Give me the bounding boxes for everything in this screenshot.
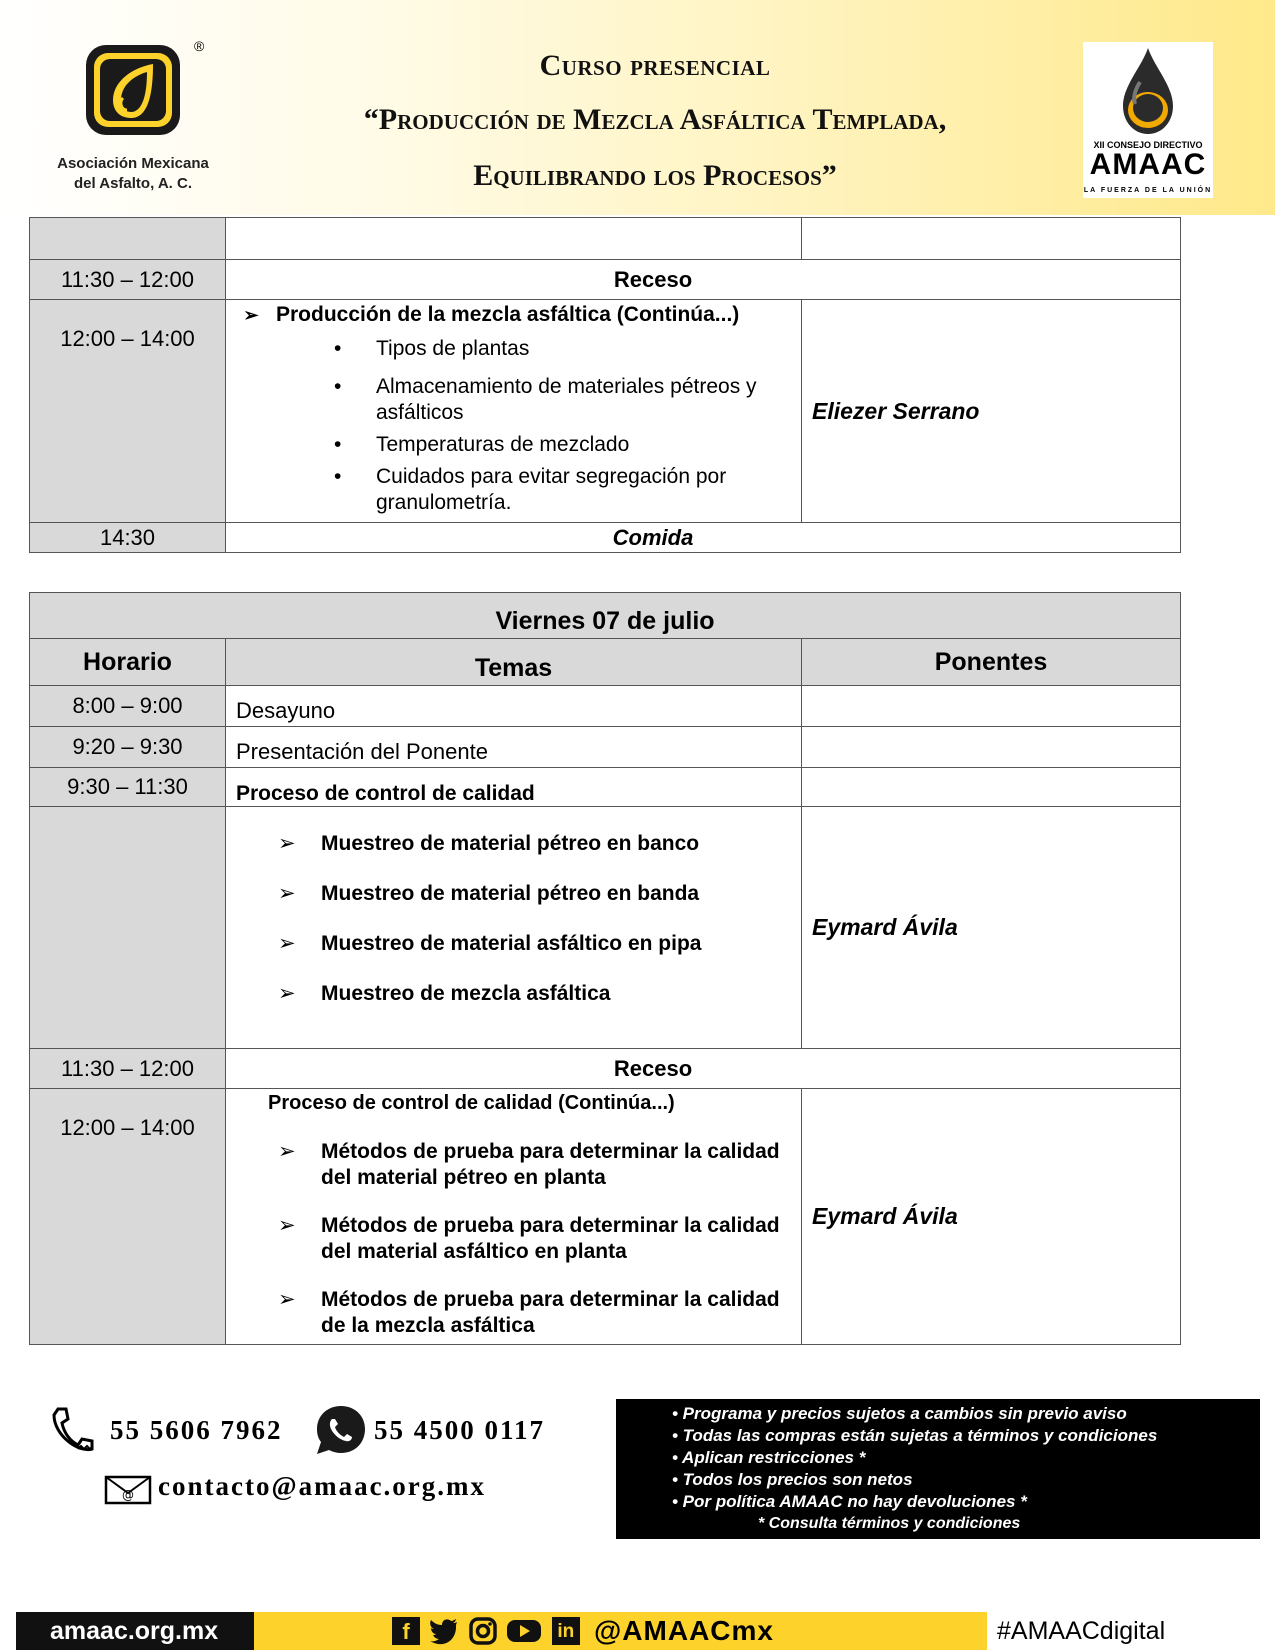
schedule-table-friday	[29, 592, 1181, 1345]
topic-cell	[226, 218, 802, 260]
time-cell	[30, 218, 226, 260]
list-item	[226, 1139, 801, 1191]
hashtag: #AMAACdigital	[987, 1612, 1259, 1650]
course-title	[260, 40, 1050, 204]
title-line1: Curso presencial	[539, 49, 771, 82]
list-item	[226, 1213, 801, 1265]
table-row	[30, 523, 1181, 553]
time-cell	[30, 807, 226, 1049]
table-row	[30, 768, 1181, 807]
list-item-text: Métodos de prueba para determinar la calidad de la mezcla asfáltica	[321, 1288, 780, 1337]
list-item	[226, 931, 801, 957]
time-cell: 8:00 – 9:00	[30, 686, 226, 727]
amaac-logo-left	[28, 38, 238, 198]
list-item-text: Muestreo de mezcla asfáltica	[321, 982, 611, 1005]
speaker-cell: Eymard Ávila	[802, 1089, 1181, 1345]
terms-note: • Por política AMAAC no hay devoluciones *	[672, 1492, 1027, 1511]
arrow-bullet-icon: ➢	[278, 1288, 296, 1311]
social-handle[interactable]: @AMAACmx	[594, 1615, 774, 1646]
time-cell: 11:30 – 12:00	[30, 1049, 226, 1089]
time-cell: 14:30	[30, 523, 226, 553]
list-item-text: Muestreo de material pétreo en banda	[321, 882, 700, 905]
email-link[interactable]: contacto@amaac.org.mx	[158, 1471, 487, 1501]
website-link[interactable]: amaac.org.mx	[16, 1612, 254, 1650]
column-header-row	[30, 639, 1181, 686]
org-name-line1: Asociación Mexicana	[57, 155, 209, 172]
table-row	[30, 807, 1181, 1049]
social-bar	[254, 1612, 987, 1650]
list-item	[226, 981, 801, 1007]
topic-cell	[226, 807, 802, 1049]
table-row	[30, 260, 1181, 300]
envelope-icon	[104, 1475, 152, 1505]
time-cell: 12:00 – 14:00	[30, 300, 226, 523]
page-header	[0, 0, 1275, 215]
org-name	[28, 154, 238, 194]
speaker-cell	[802, 218, 1181, 260]
list-item: • Temperaturas de mezclado	[226, 432, 801, 458]
lunch-cell: Comida	[226, 523, 1181, 553]
speaker-cell: Eliezer Serrano	[802, 300, 1181, 523]
svg-text:@: @	[122, 1488, 134, 1502]
bullet-list	[226, 336, 801, 516]
oil-drop-icon	[1115, 46, 1181, 138]
list-item	[226, 831, 801, 857]
phone-icon	[48, 1405, 100, 1455]
linkedin-icon[interactable]: in	[552, 1617, 580, 1645]
consejo-directivo-logo	[1083, 42, 1213, 198]
facebook-icon[interactable]: f	[392, 1617, 420, 1645]
speaker-cell	[802, 686, 1181, 727]
table-row	[30, 686, 1181, 727]
time-cell: 9:30 – 11:30	[30, 768, 226, 807]
right-logo-slogan: LA FUERZA DE LA UNIÓN	[1083, 187, 1213, 194]
phone-number[interactable]: 55 5606 7962	[110, 1415, 283, 1445]
list-item-text: Muestreo de material asfáltico en pipa	[321, 932, 702, 955]
arrow-bullet-icon: ➢	[278, 882, 296, 905]
arrow-bullet-icon: ➢	[243, 305, 259, 325]
arrow-bullet-icon: ➢	[278, 1214, 296, 1237]
right-logo-caption: XII CONSEJO DIRECTIVO	[1093, 140, 1203, 150]
time-cell: 12:00 – 14:00	[30, 1089, 226, 1345]
table-row	[30, 218, 1181, 260]
registered-mark-icon: ®	[194, 38, 205, 54]
title-line2: “Producción de Mezcla Asfáltica Templada,	[363, 103, 947, 136]
speaker-cell	[802, 768, 1181, 807]
recess-cell: Receso	[226, 260, 1181, 300]
header-temas: Temas	[226, 639, 802, 686]
list-item: • Almacenamiento de materiales pétreos y asfálticos	[226, 374, 801, 426]
day-title: Viernes 07 de julio	[30, 593, 1181, 639]
right-logo-name: AMAAC	[1089, 148, 1207, 181]
list-item-text: Métodos de prueba para determinar la calidad del material asfáltico en planta	[321, 1214, 780, 1263]
org-name-line2: del Asfalto, A. C.	[73, 175, 193, 192]
topic-cell: Presentación del Ponente	[226, 727, 802, 768]
social-icons	[392, 1617, 580, 1645]
asphalt-drop-logo-icon	[83, 42, 183, 138]
terms-note: • Aplican restricciones *	[672, 1448, 866, 1467]
arrow-bullet-icon: ➢	[278, 832, 296, 855]
arrow-bullet-icon: ➢	[278, 1140, 296, 1163]
list-item: • Cuidados para evitar segregación por granulometría.	[226, 464, 801, 516]
topic-cell: Desayuno	[226, 686, 802, 727]
terms-box	[616, 1399, 1260, 1539]
table-row	[30, 1049, 1181, 1089]
time-cell: 11:30 – 12:00	[30, 260, 226, 300]
topic-title: Proceso de control de calidad (Continúa...)	[268, 1092, 675, 1114]
list-item-text: Muestreo de material pétreo en banco	[321, 832, 700, 855]
topic-title	[226, 300, 801, 330]
twitter-icon[interactable]	[429, 1617, 459, 1645]
topic-title-text: Producción de la mezcla asfáltica (Continúa...)	[276, 303, 740, 326]
title-line3: Equilibrando los Procesos”	[473, 159, 837, 192]
topic-cell	[226, 300, 802, 523]
topic-cell: Proceso de control de calidad	[226, 768, 802, 807]
arrow-bullet-icon: ➢	[278, 932, 296, 955]
terms-footnote: * Consulta términos y condiciones	[758, 1515, 1021, 1532]
instagram-icon[interactable]	[469, 1617, 497, 1645]
speaker-cell	[802, 727, 1181, 768]
header-ponentes: Ponentes	[802, 639, 1181, 686]
page-footer	[0, 1385, 1275, 1650]
speaker-cell: Eymard Ávila	[802, 807, 1181, 1049]
recess-cell: Receso	[226, 1049, 1181, 1089]
header-horario: Horario	[30, 639, 226, 686]
table-row	[30, 727, 1181, 768]
terms-note: • Programa y precios sujetos a cambios sin previo aviso	[672, 1404, 1127, 1423]
whatsapp-number[interactable]: 55 4500 0117	[374, 1415, 546, 1445]
table-row	[30, 1089, 1181, 1345]
list-item	[226, 881, 801, 907]
youtube-icon[interactable]	[506, 1617, 542, 1645]
time-cell: 9:20 – 9:30	[30, 727, 226, 768]
topic-cell	[226, 1089, 802, 1345]
list-item: • Tipos de plantas	[226, 336, 801, 362]
table-row	[30, 300, 1181, 523]
list-item-text: Métodos de prueba para determinar la calidad del material pétreo en planta	[321, 1140, 780, 1189]
list-item	[226, 1287, 801, 1339]
schedule-table-continued	[29, 217, 1181, 553]
arrow-bullet-icon: ➢	[278, 982, 296, 1005]
day-header-row	[30, 593, 1181, 639]
terms-note: • Todos los precios son netos	[672, 1470, 913, 1489]
whatsapp-icon	[314, 1403, 368, 1457]
terms-note: • Todas las compras están sujetas a términos y condiciones	[672, 1426, 1158, 1445]
